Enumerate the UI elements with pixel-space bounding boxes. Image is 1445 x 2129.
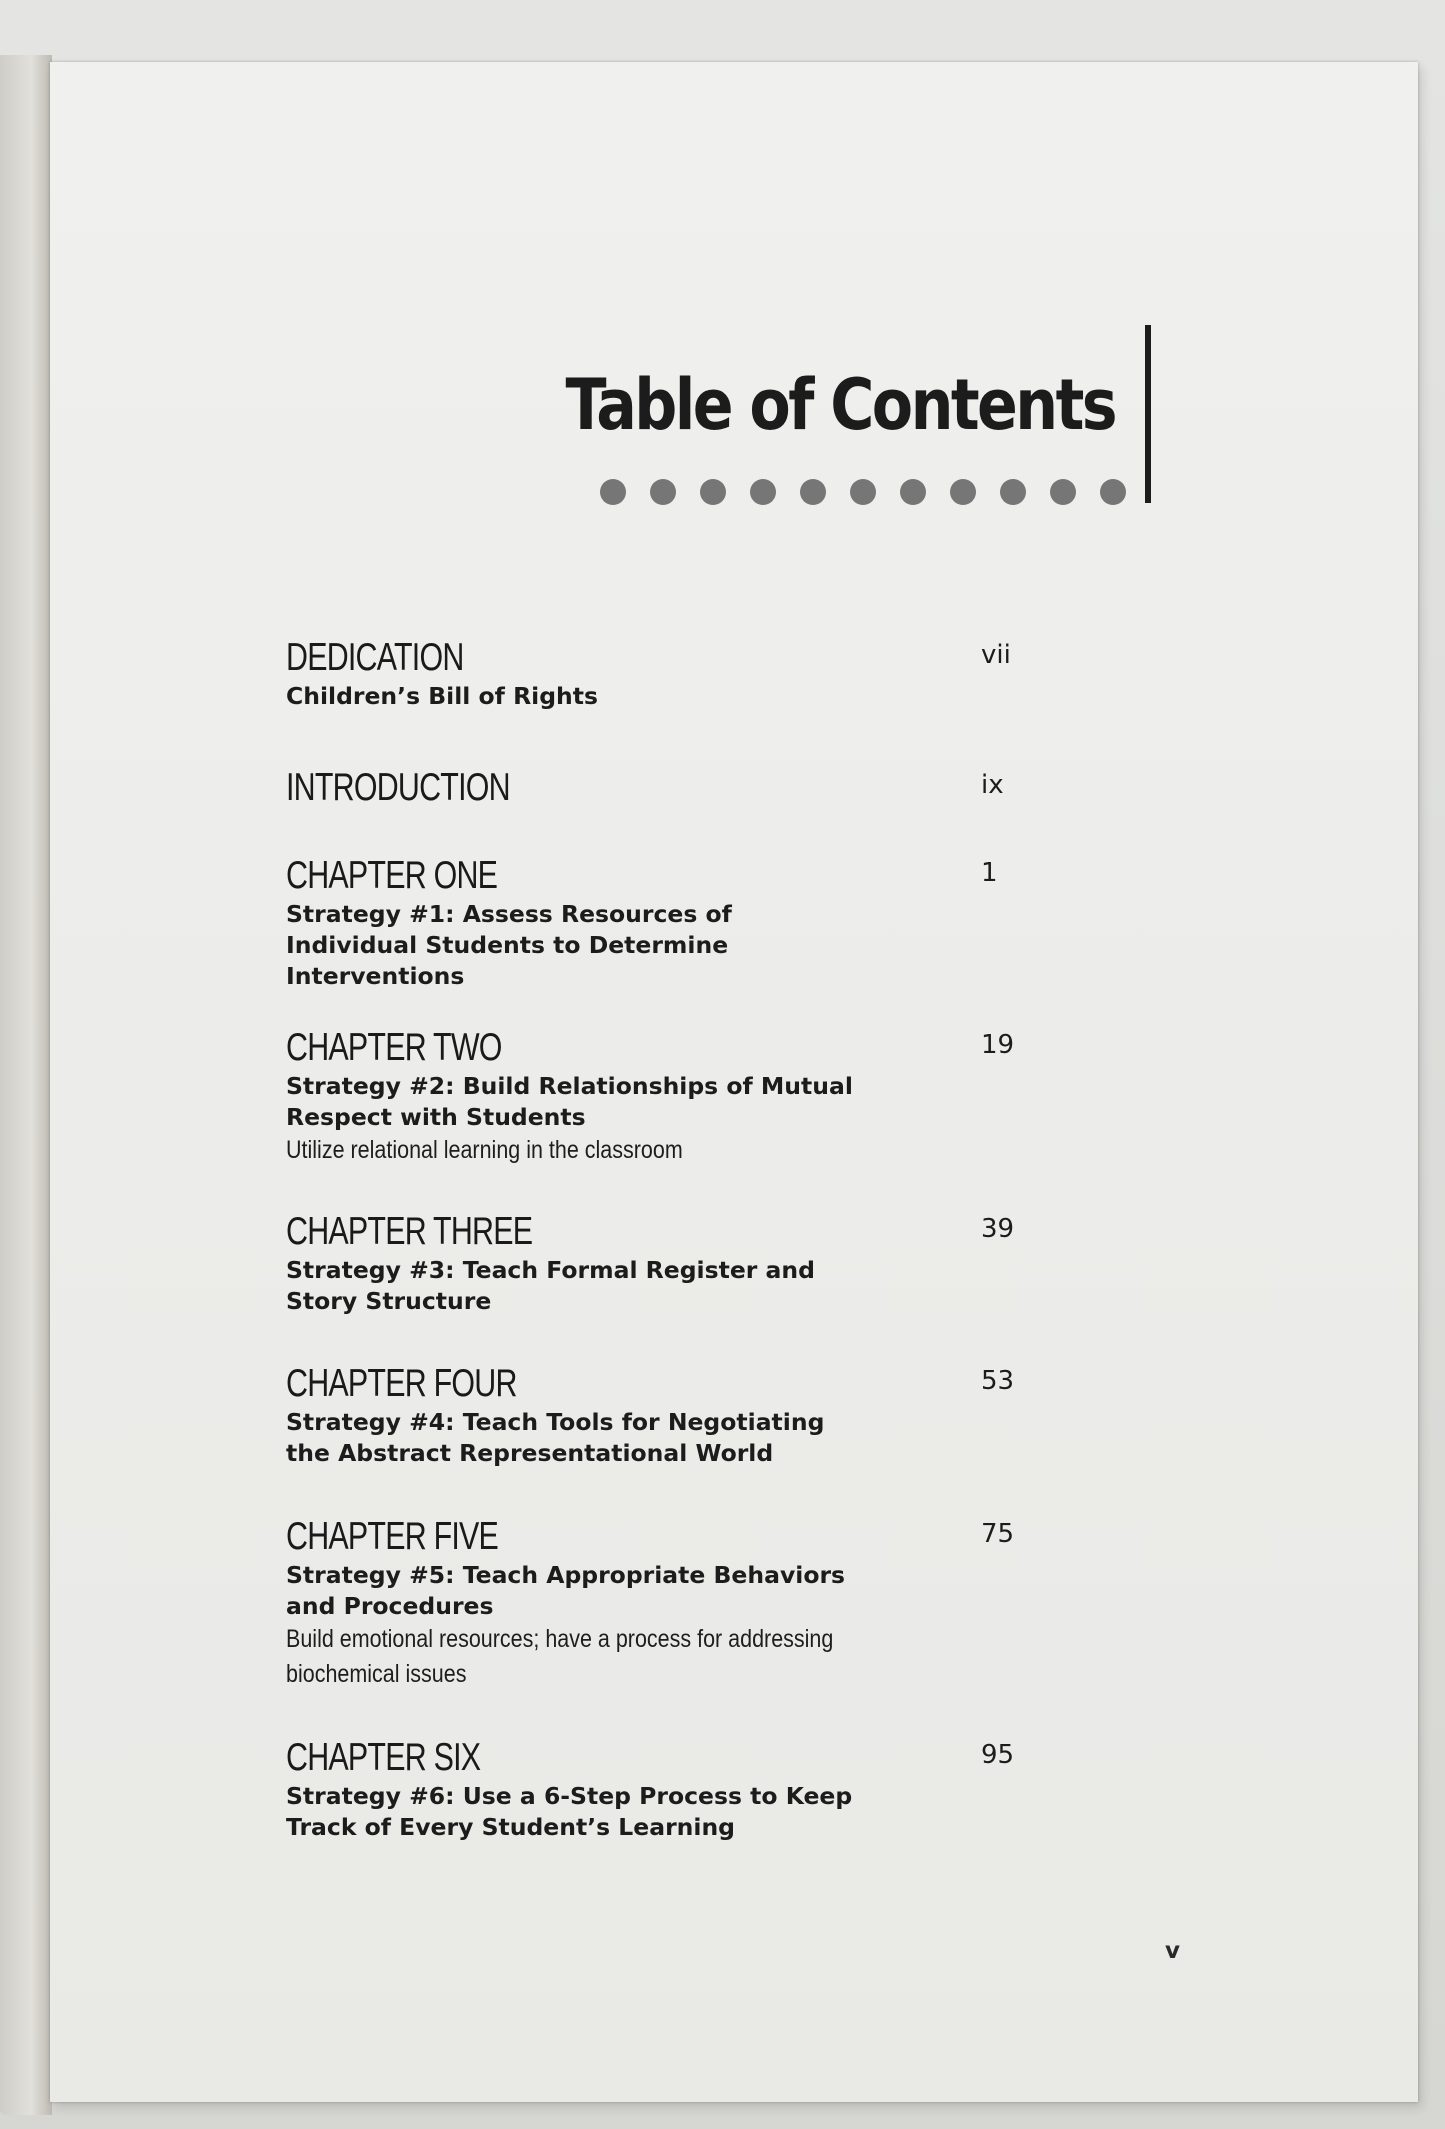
dot [700, 479, 726, 505]
entry-page-number: 39 [981, 1214, 1015, 1244]
entry-line: Strategy #6: Use a 6-Step Process to Keep [286, 1782, 853, 1810]
entry-line: Interventions [286, 962, 465, 990]
dot [650, 479, 676, 505]
toc-entry-dedication[interactable] [286, 638, 1046, 712]
dot [1050, 479, 1076, 505]
toc-entry-chapter-two[interactable] [286, 1028, 1046, 1168]
entry-line: Strategy #2: Build Relationships of Mutual [286, 1072, 853, 1100]
dot [1100, 479, 1126, 505]
entry-page-number: 19 [981, 1030, 1015, 1060]
toc-entry-chapter-five[interactable] [286, 1517, 1046, 1692]
title-rule [1145, 325, 1151, 503]
entry-note: Utilize relational learning in the classroom [286, 1136, 683, 1164]
page-folio: v [1165, 1938, 1180, 1964]
entry-line: Strategy #3: Teach Formal Register and [286, 1256, 815, 1284]
entry-page-number: ix [981, 770, 1004, 800]
dot [800, 479, 826, 505]
entry-line: Track of Every Student’s Learning [286, 1813, 735, 1841]
dot [750, 479, 776, 505]
entry-page-number: 53 [981, 1366, 1015, 1396]
toc-entry-chapter-six[interactable] [286, 1738, 1046, 1843]
toc-entry-chapter-four[interactable] [286, 1364, 1046, 1469]
entry-line: Individual Students to Determine [286, 931, 729, 959]
entry-heading: CHAPTER ONE [286, 854, 498, 897]
facing-page-edge [0, 55, 52, 2115]
entry-line: Story Structure [286, 1287, 492, 1315]
entry-page-number: 75 [981, 1519, 1015, 1549]
entry-heading: CHAPTER FOUR [286, 1362, 517, 1405]
entry-page-number: 1 [981, 858, 998, 888]
dot [600, 479, 626, 505]
entry-line: Strategy #5: Teach Appropriate Behaviors [286, 1561, 846, 1589]
entry-heading: INTRODUCTION [286, 766, 510, 809]
toc-entry-chapter-three[interactable] [286, 1212, 1046, 1317]
toc-entry-chapter-one[interactable] [286, 856, 1046, 992]
entry-line: and Procedures [286, 1592, 494, 1620]
entry-page-number: 95 [981, 1740, 1015, 1770]
dot [950, 479, 976, 505]
entry-line: Children’s Bill of Rights [286, 682, 598, 710]
entry-note: biochemical issues [286, 1660, 467, 1688]
entry-heading: DEDICATION [286, 636, 464, 679]
entry-line: Strategy #1: Assess Resources of [286, 900, 732, 928]
entry-heading: CHAPTER THREE [286, 1210, 533, 1253]
entry-heading: CHAPTER TWO [286, 1026, 502, 1069]
dot [900, 479, 926, 505]
entry-line: the Abstract Representational World [286, 1439, 774, 1467]
entry-note: Build emotional resources; have a process for addressing [286, 1625, 834, 1653]
page-title: Table of Contents [565, 364, 1115, 446]
entry-line: Strategy #4: Teach Tools for Negotiating [286, 1408, 825, 1436]
toc-entry-introduction[interactable] [286, 768, 1046, 807]
entry-line: Respect with Students [286, 1103, 586, 1131]
dot [850, 479, 876, 505]
dot [1000, 479, 1026, 505]
entry-heading: CHAPTER FIVE [286, 1515, 499, 1558]
entry-heading: CHAPTER SIX [286, 1736, 481, 1779]
decorative-dots [600, 479, 1126, 505]
entry-page-number: vii [981, 640, 1011, 670]
